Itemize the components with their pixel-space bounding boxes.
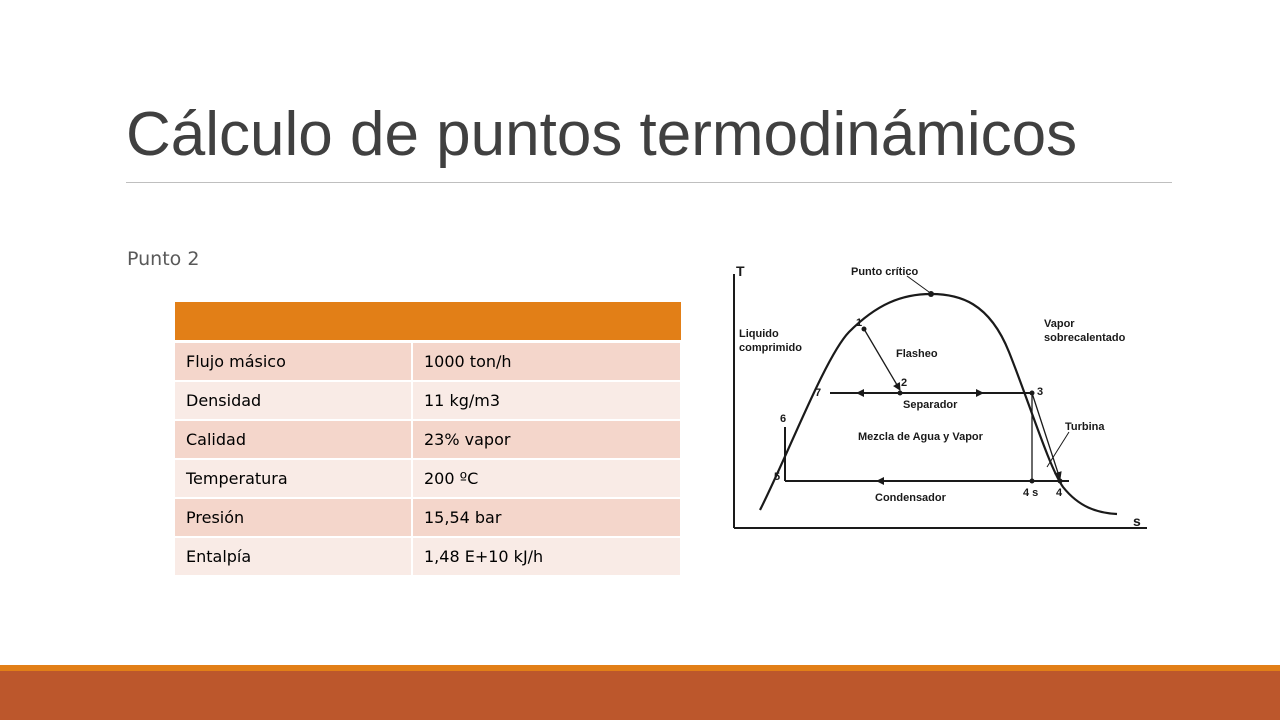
table-row	[175, 342, 681, 382]
condenser-label: Condensador	[875, 492, 946, 504]
vapor-label-line2: sobrecalentado	[1044, 332, 1126, 344]
table-row	[175, 420, 681, 459]
row-label: Flujo másico	[175, 342, 412, 382]
point-2-label: 2	[901, 377, 908, 389]
point-4-marker	[1058, 479, 1063, 484]
critical-point-leader	[907, 276, 929, 292]
flash-label: Flasheo	[896, 348, 938, 360]
point-4s-label: 4 s	[1023, 487, 1039, 499]
liquid-label-line2: comprimido	[739, 342, 802, 354]
row-value: 15,54 bar	[412, 498, 681, 537]
row-label: Temperatura	[175, 459, 412, 498]
title-divider	[126, 182, 1172, 183]
table-row	[175, 381, 681, 420]
row-value: 1000 ton/h	[412, 342, 681, 382]
point-6-label: 6	[780, 413, 787, 425]
table-header-row	[175, 302, 681, 342]
critical-point-label: Punto crítico	[851, 266, 919, 278]
row-label: Entalpía	[175, 537, 412, 576]
turbine-expansion	[1032, 393, 1060, 479]
separator-label: Separador	[903, 399, 958, 411]
point-4s-marker	[1030, 479, 1035, 484]
turbine-label: Turbina	[1065, 421, 1105, 433]
table-row	[175, 537, 681, 576]
liquid-label-line1: Liquido	[739, 328, 779, 340]
table-row	[175, 459, 681, 498]
point-4-label: 4	[1056, 487, 1063, 499]
row-value: 23% vapor	[412, 420, 681, 459]
point-7-label: 7	[815, 387, 822, 399]
footer-bar	[0, 671, 1280, 720]
row-label: Densidad	[175, 381, 412, 420]
row-value: 200 ºC	[412, 459, 681, 498]
y-axis-label: T	[736, 263, 745, 279]
ts-diagram	[727, 262, 1153, 536]
slide-title: Cálculo de puntos termodinámicos	[126, 100, 1078, 169]
table-header	[175, 302, 681, 342]
mixture-label: Mezcla de Agua y Vapor	[858, 431, 983, 443]
row-label: Calidad	[175, 420, 412, 459]
flash-arrow	[864, 329, 900, 390]
row-label: Presión	[175, 498, 412, 537]
vapor-label-line1: Vapor	[1044, 318, 1075, 330]
row-value: 1,48 E+10 kJ/h	[412, 537, 681, 576]
point-3-label: 3	[1037, 386, 1044, 398]
x-axis-label: s	[1133, 513, 1141, 529]
table-row	[175, 498, 681, 537]
properties-table	[175, 302, 682, 577]
slide-subtitle: Punto 2	[127, 248, 200, 270]
point-1-label: 1	[856, 317, 863, 329]
point-5-label: 5	[774, 471, 781, 483]
row-value: 11 kg/m3	[412, 381, 681, 420]
